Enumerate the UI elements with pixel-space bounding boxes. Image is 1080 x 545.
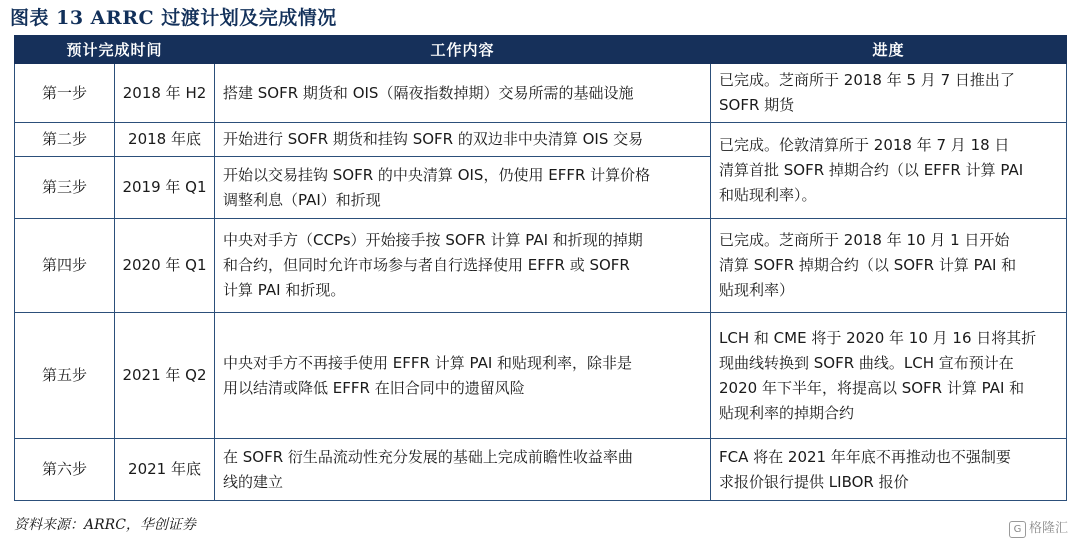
time-cell: 2018 年底 [115,123,215,157]
step-cell: 第二步 [15,123,115,157]
time-cell: 2018 年 H2 [115,64,215,123]
time-cell: 2021 年底 [115,439,215,501]
progress-line: 求报价银行提供 LIBOR 报价 [719,472,909,491]
content-cell [215,219,711,313]
content-cell [215,123,711,157]
progress-line: 贴现利率） [719,281,795,299]
header-content: 工作内容 [215,36,711,64]
step-cell: 第五步 [15,313,115,439]
time-cell: 2020 年 Q1 [115,219,215,313]
progress-line: 2020 年下半年，将提高以 SOFR 计算 PAI 和 [719,378,1025,397]
content-line: 线的建立 [223,472,284,491]
progress-line: 清算首批 SOFR 掉期合约（以 EFFR 计算 PAI [719,161,1024,179]
content-cell [215,64,711,123]
table-row [15,313,1067,439]
progress-line: LCH 和 CME 将于 2020 年 10 月 16 日将其折 [719,328,1037,347]
figure-title: 图表 13 ARRC 过渡计划及完成情况 [10,7,337,29]
content-line: 和合约，但同时允许市场参与者自行选择使用 EFFR 或 SOFR [223,256,630,274]
progress-line: 贴现利率的掉期合约 [719,403,855,422]
watermark [1009,518,1068,540]
progress-line: 已完成。芝商所于 2018 年 5 月 7 日推出了 [719,71,1015,89]
transition-plan-table [14,35,1067,501]
progress-line: 和贴现利率）。 [719,186,817,204]
progress-line: FCA 将在 2021 年年底不再推动也不强制要 [719,447,1011,466]
source-note: 资料来源：ARRC，华创证券 [14,517,196,533]
progress-cell [711,439,1067,501]
table-row [15,219,1067,313]
content-line: 中央对手方不再接手使用 EFFR 计算 PAI 和贴现利率，除非是 [223,353,633,372]
step-cell: 第三步 [15,157,115,219]
content-line: 调整利息（PAI）和折现 [223,190,381,209]
content-line: 用以结清或降低 EFFR 在旧合同中的遗留风险 [223,378,525,397]
table-row [15,439,1067,501]
progress-cell-merged [711,123,1067,219]
content-line: 计算 PAI 和折现。 [223,281,346,299]
header-progress: 进度 [711,36,1067,64]
table-row [15,123,1067,157]
progress-line: 清算 SOFR 掉期合约（以 SOFR 计算 PAI 和 [719,256,1017,274]
table-row [15,64,1067,123]
time-cell: 2019 年 Q1 [115,157,215,219]
progress-cell [711,219,1067,313]
content-line: 开始以交易挂钩 SOFR 的中央清算 OIS，仍使用 EFFR 计算价格 [223,165,651,184]
content-cell [215,313,711,439]
content-line: 开始进行 SOFR 期货和挂钩 SOFR 的双边非中央清算 OIS 交易 [223,130,644,148]
header-schedule: 预计完成时间 [15,36,215,64]
progress-cell [711,64,1067,123]
progress-cell [711,313,1067,439]
watermark-logo-icon: G [1009,521,1026,538]
watermark-text: 格隆汇 [1028,521,1068,536]
table-header-row [15,36,1067,64]
progress-line: 已完成。芝商所于 2018 年 10 月 1 日开始 [719,231,1010,249]
progress-line: SOFR 期货 [719,96,795,114]
step-cell: 第四步 [15,219,115,313]
step-cell: 第一步 [15,64,115,123]
content-cell [215,439,711,501]
progress-line: 现曲线转换到 SOFR 曲线。LCH 宣布预计在 [719,353,1014,372]
content-line: 在 SOFR 衍生品流动性充分发展的基础上完成前瞻性收益率曲 [223,447,633,466]
time-cell: 2021 年 Q2 [115,313,215,439]
step-cell: 第六步 [15,439,115,501]
content-line: 中央对手方（CCPs）开始接手按 SOFR 计算 PAI 和折现的掉期 [223,231,643,249]
content-line: 搭建 SOFR 期货和 OIS（隔夜指数掉期）交易所需的基础设施 [223,83,634,102]
content-cell [215,157,711,219]
progress-line: 已完成。伦敦清算所于 2018 年 7 月 18 日 [719,136,1010,154]
